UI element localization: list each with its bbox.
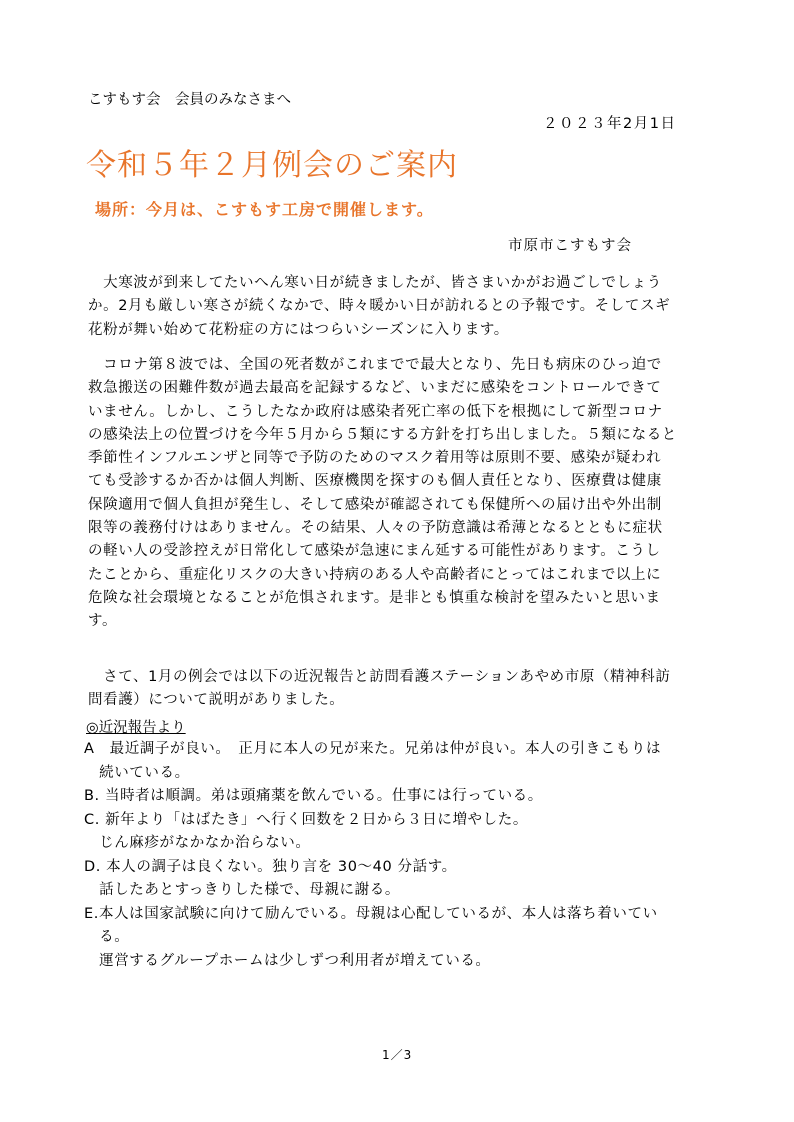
list-item: B. 当時者は順調。弟は頭痛薬を飲んでいる。仕事には行っている。: [84, 788, 543, 804]
paragraph-line: 保険適用で個人負担が発生し、そして感染が確認されても保健所への届け出や外出制: [88, 496, 662, 513]
list-item: 運営するグループホームは少しずつ利用者が増えている。: [84, 952, 491, 969]
paragraph-line: す。: [88, 613, 118, 630]
paragraph-line: ても受診するか否かは個人判断、医療機関を探すのも個人責任となり、医療費は健康: [88, 473, 662, 490]
paragraph-line: の感染法上の位置づけを今年５月から５類にする方針を打ち出しました。５類になると: [88, 426, 677, 443]
document-date: ２０２３年2月1日: [543, 116, 677, 132]
list-item: D. 本人の調子は良くない。独り言を 30～40 分話す。: [84, 858, 457, 875]
paragraph-line: の軽い人の受診控えが日常化して感染が急速にまん延する可能性があります。こうし: [88, 543, 661, 560]
list-item: E.本人は国家試験に向けて励んでいる。母親は心配しているが、本人は落ち着いてい: [84, 905, 658, 922]
paragraph-line: か。2月も厳しい寒さが続くなかで、時々暖かい日が訪れるとの予報です。そしてスギ: [88, 298, 671, 315]
addressee-line: こすもす会 会員のみなさまへ: [88, 92, 291, 108]
sender-name: 市原市こすもす会: [508, 238, 632, 254]
list-item: じん麻疹がなかなか治らない。: [84, 835, 311, 851]
paragraph-line: いません。しかし、こうしたなか政府は感染者死亡率の低下を根拠にして新型コロナ: [88, 403, 663, 420]
paragraph-meeting: [88, 666, 710, 713]
report-list: [84, 738, 714, 973]
document-title: 令和５年２月例会のご案内: [86, 148, 458, 183]
paragraph-line: 問看護）について説明がありました。: [88, 692, 345, 709]
paragraph-line: 救急搬送の困難件数が過去最高を記録するなど、いまだに感染をコントロールできて: [88, 380, 662, 397]
page-number: 1／3: [382, 1048, 413, 1062]
list-item: C. 新年より「はばたき」へ行く回数を２日から３日に増やした。: [84, 811, 528, 828]
paragraph-line: 花粉が舞い始めて花粉症の方にはつらいシーズンに入ります。: [88, 321, 509, 338]
paragraph-covid: [88, 354, 710, 634]
paragraph-line: 大寒波が到来してたいへん寒い日が続きましたが、皆さまいかがお過ごしでしょう: [88, 275, 662, 291]
section-heading: ◎近況報告より: [86, 720, 186, 736]
paragraph-line: 季節性インフルエンザと同等で予防のためのマスク着用等は原則不要、感染が疑われ: [88, 450, 662, 467]
paragraph-weather: [88, 272, 710, 342]
paragraph-line: たことから、重症化リスクの大きい持病のある人や高齢者にとってはこれまで以上に: [88, 566, 662, 583]
list-item: 話したあとすっきりした様で、母親に謝る。: [84, 882, 400, 898]
paragraph-line: さて、1月の例会では以下の近況報告と訪問看護ステーションあやめ市原（精神科訪: [88, 669, 671, 685]
paragraph-line: コロナ第８波では、全国の死者数がこれまでで最大となり、先日も病床のひっ迫で: [88, 357, 662, 373]
paragraph-line: 危険な社会環境となることが危惧されます。是非とも慎重な検討を望みたいと思いま: [88, 589, 661, 606]
list-item: 続いている。: [84, 764, 190, 781]
list-item: る。: [84, 929, 130, 945]
venue-notice: 場所：今月は、こすもす工房で開催します。: [95, 200, 434, 219]
list-item: A 最近調子が良い。 正月に本人の兄が来た。兄弟は仲が良い。本人の引きこもりは: [84, 741, 662, 757]
paragraph-line: 限等の義務付けはありません。その結果、人々の予防意識は希薄となるとともに症状: [88, 520, 663, 537]
